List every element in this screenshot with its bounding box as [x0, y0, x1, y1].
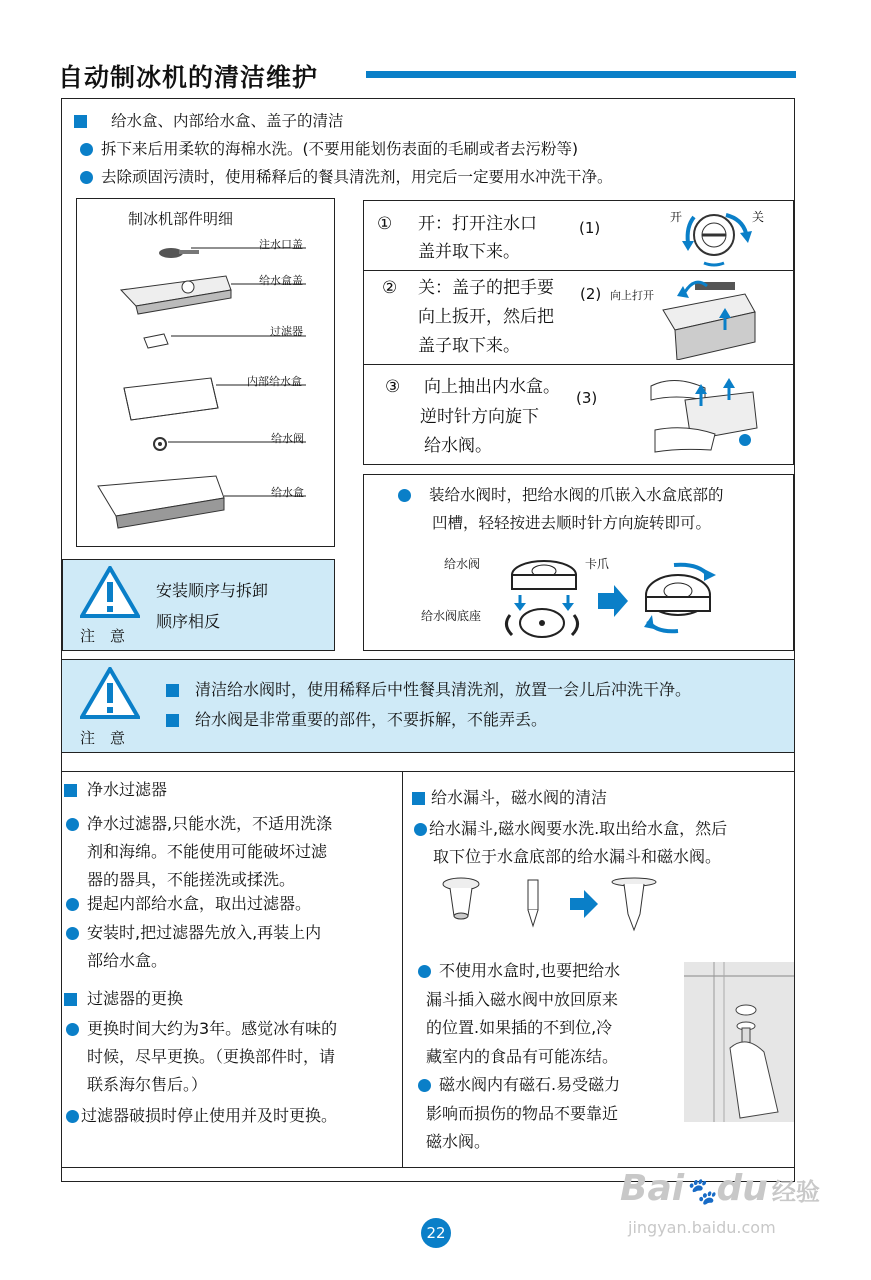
filter-bullet: 安装时,把过滤器先放入,再装上内 部给水盒。: [66, 919, 321, 975]
fig-label: 关: [752, 210, 765, 224]
square-bullet-icon: [74, 115, 87, 128]
step-text: 关：盖子的把手要: [418, 278, 554, 298]
bullet-icon: [66, 1023, 79, 1036]
square-bullet-icon: [64, 784, 77, 797]
square-bullet-icon: [412, 792, 425, 805]
page-title: 自动制冰机的清洁维护: [58, 63, 319, 92]
bullet-icon: [66, 898, 79, 911]
bullet-icon: [80, 143, 93, 156]
warning-icon: [80, 667, 140, 719]
fridge-photo: [684, 962, 794, 1122]
step-number: ②: [382, 278, 398, 298]
fig-label: 开: [670, 210, 683, 224]
watermark-logo: Bai🐾du 经验: [620, 1168, 820, 1209]
filter-heading: 净水过滤器: [64, 779, 167, 801]
valve-illustration: [498, 545, 723, 649]
bullet-icon: [414, 823, 427, 836]
filter-bullet: 过滤器破损时停止使用并及时更换。: [66, 1102, 337, 1130]
step-text: 向上扳开，然后把: [418, 307, 554, 327]
fig-label: 向上打开: [610, 289, 654, 302]
part-label: 给水盒盖: [259, 274, 303, 287]
divider: [61, 752, 795, 753]
part-label: 过滤器: [270, 325, 303, 338]
filter-bullet: 净水过滤器,只能水洗，不适用洗涤 剂和海绵。不能使用可能破坏过滤 器的器具，不能搓洗或揉洗。: [66, 810, 332, 894]
bullet-icon: [66, 1110, 79, 1123]
step-tag: (3): [576, 389, 598, 407]
top-bullet: 拆下来后用柔软的海棉水洗。(不要用能划伤表面的毛刷或者去污粉等): [80, 138, 578, 160]
square-bullet-icon: [64, 993, 77, 1006]
step-number: ①: [377, 214, 393, 234]
filter-bullet: 提起内部给水盒，取出过滤器。: [66, 890, 311, 918]
funnel-bullet: 给水漏斗,磁水阀要水洗.取出给水盒，然后 取下位于水盒底部的给水漏斗和磁水阀。: [414, 815, 727, 871]
part-label: 内部给水盒: [247, 375, 302, 388]
column-divider: [402, 771, 403, 1167]
bullet-icon: [398, 489, 411, 502]
step-text: 开：打开注水口: [418, 214, 537, 234]
title-rule: [366, 71, 796, 78]
caution-text: 顺序相反: [156, 612, 221, 631]
divider: [363, 270, 794, 271]
step-tag: (1): [579, 219, 601, 237]
caution-label: 注 意: [80, 627, 126, 645]
caution-item: 给水阀是非常重要的部件，不要拆解，不能弄丢。: [166, 709, 547, 731]
step-number: ③: [385, 377, 401, 397]
bullet-icon: [66, 927, 79, 940]
step-text: 逆时针方向旋下: [420, 407, 539, 427]
valve-bullet: 装给水阀时，把给水阀的爪嵌入水盒底部的: [398, 484, 724, 506]
step-text: 给水阀。: [424, 436, 492, 456]
watermark-url: jingyan.baidu.com: [628, 1218, 776, 1237]
part-label: 注水口盖: [259, 238, 303, 251]
fig-label: 给水阀底座: [421, 609, 482, 623]
bullet-icon: [80, 171, 93, 184]
top-heading: 给水盒、内部给水盒、盖子的清洁: [74, 110, 344, 132]
funnel-illustration: [436, 870, 668, 940]
funnel-bullet: 磁水阀内有磁石.易受磁力 影响而损伤的物品不要靠近 磁水阀。: [418, 1071, 620, 1157]
part-label: 给水阀: [271, 432, 304, 445]
caution-text: 安装顺序与拆卸: [156, 581, 269, 600]
funnel-heading: 给水漏斗，磁水阀的清洁: [412, 787, 607, 809]
fig-label: 卡爪: [585, 557, 610, 571]
square-bullet-icon: [166, 714, 179, 727]
caution-label: 注 意: [80, 729, 126, 747]
bullet-icon: [418, 965, 431, 978]
caution-box: [62, 660, 794, 752]
square-bullet-icon: [166, 684, 179, 697]
fig-label: 给水阀: [444, 557, 481, 571]
warning-icon: [80, 566, 140, 618]
divider: [363, 364, 794, 365]
funnel-bullet: 不使用水盒时,也要把给水 漏斗插入磁水阀中放回原来 的位置.如果插的不到位,冷 藏室内的食品有可能冻结。: [418, 957, 620, 1071]
page-number: 22: [421, 1218, 451, 1248]
divider: [61, 771, 795, 772]
lid-illustration: [655, 272, 767, 360]
caution-item: 清洁给水阀时，使用稀释后中性餐具清洗剂，放置一会儿后冲洗干净。: [166, 679, 691, 701]
bullet-icon: [66, 818, 79, 831]
valve-text: 凹槽，轻轻按进去顺时针方向旋转即可。: [432, 514, 712, 532]
step-text: 向上抽出内水盒。: [424, 377, 560, 397]
parts-title: 制冰机部件明细: [128, 210, 234, 228]
step-text: 盖子取下来。: [418, 336, 520, 356]
filter-bullet: 更换时间大约为3年。感觉冰有味的 时候，尽早更换。（更换部件时，请 联系海尔售后。）: [66, 1015, 337, 1099]
part-label: 给水盒: [271, 486, 304, 499]
hands-illustration: [645, 370, 763, 460]
top-bullet: 去除顽固污渍时，使用稀释后的餐具清洗剂，用完后一定要用水冲洗干净。: [80, 166, 613, 188]
step-tag: (2): [580, 285, 602, 303]
bullet-icon: [418, 1079, 431, 1092]
filter-heading2: 过滤器的更换: [64, 988, 183, 1010]
step-text: 盖并取下来。: [418, 242, 520, 262]
